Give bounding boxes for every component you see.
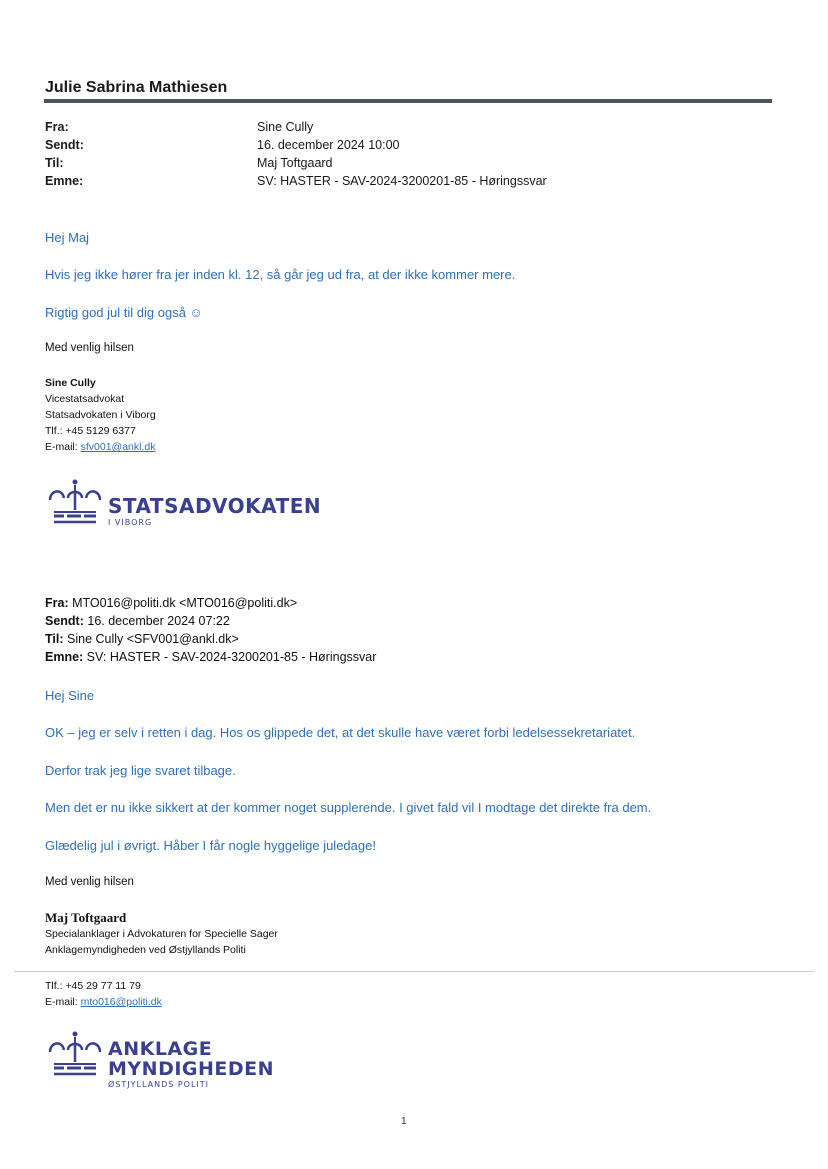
orig-from-value: MTO016@politi.dk <MTO016@politi.dk> bbox=[68, 596, 298, 610]
signature-phone: Tlf.: +45 5129 6377 bbox=[45, 425, 136, 437]
orig-to-label: Til: bbox=[45, 632, 64, 646]
signature-org: Statsadvokaten i Viborg bbox=[45, 409, 156, 421]
reply-signature bbox=[45, 375, 156, 455]
subject-label: Emne: bbox=[45, 174, 84, 188]
anklage-logo-sub: ØSTJYLLANDS POLITI bbox=[108, 1080, 210, 1089]
reply-line-2: Rigtig god jul til dig også ☺ bbox=[45, 305, 203, 320]
orig-subject-label: Emne: bbox=[45, 650, 84, 664]
orig-greeting: Hej Sine bbox=[45, 688, 95, 703]
orig-line-1: OK – jeg er selv i retten i dag. Hos os glippede det, at det skulle have været forbi ledelsessekretariatet. bbox=[45, 725, 636, 740]
orig-from-label: Fra: bbox=[45, 596, 69, 610]
signature-name: Sine Cully bbox=[45, 377, 96, 389]
subject-value: SV: HASTER - SAV-2024-3200201-85 - Høringssvar bbox=[257, 174, 547, 188]
orig-line-2: Derfor trak jeg lige svaret tilbage. bbox=[45, 763, 236, 778]
reply-greeting: Hej Maj bbox=[45, 230, 90, 245]
orig-signature-name: Maj Toftgaard bbox=[45, 910, 127, 925]
orig-signature-email-link[interactable]: mto016@politi.dk bbox=[80, 996, 162, 1008]
orig-line-4: Glædelig jul i øvrigt. Håber I får nogle hyggelige juledage! bbox=[45, 838, 376, 853]
orig-signature bbox=[45, 910, 278, 958]
page-scan-separator bbox=[14, 971, 814, 972]
orig-to-row bbox=[45, 632, 239, 646]
signature-email-link[interactable]: sfv001@ankl.dk bbox=[80, 441, 156, 453]
orig-contact bbox=[45, 978, 162, 1010]
email-label: E-mail: bbox=[45, 441, 81, 453]
orig-to-value: Sine Cully <SFV001@ankl.dk> bbox=[63, 632, 239, 646]
from-label: Fra: bbox=[45, 120, 69, 134]
anklage-logo-line-1: ANKLAGE bbox=[108, 1038, 213, 1060]
orig-email-row bbox=[45, 994, 162, 1010]
orig-email-label: E-mail: bbox=[45, 996, 81, 1008]
sent-value: 16. december 2024 10:00 bbox=[257, 138, 400, 152]
orig-closing: Med venlig hilsen bbox=[45, 876, 134, 888]
anklage-logo-line-2: MYNDIGHEDEN bbox=[108, 1058, 275, 1080]
orig-sent-row bbox=[45, 614, 230, 628]
orig-subject-value: SV: HASTER - SAV-2024-3200201-85 - Høringssvar bbox=[83, 650, 377, 664]
reply-line-1: Hvis jeg ikke hører fra jer inden kl. 12, så går jeg ud fra, at der ikke kommer mere. bbox=[45, 267, 516, 282]
orig-signature-phone: Tlf.: +45 29 77 11 79 bbox=[45, 980, 141, 992]
to-label: Til: bbox=[45, 156, 64, 170]
crown-logo-icon bbox=[44, 476, 106, 528]
statsadvokaten-logo-text: STATSADVOKATEN bbox=[108, 494, 322, 518]
orig-line-3: Men det er nu ikke sikkert at der kommer noget supplerende. I givet fald vil I modtage det direkte fra dem. bbox=[45, 800, 652, 815]
from-value: Sine Cully bbox=[257, 120, 314, 134]
signature-email-row bbox=[45, 439, 156, 455]
signature-title: Vicestatsadvokat bbox=[45, 393, 125, 405]
orig-signature-org: Anklagemyndigheden ved Østjyllands Politi bbox=[45, 944, 246, 956]
statsadvokaten-logo-sub: I VIBORG bbox=[108, 518, 153, 527]
orig-from-row bbox=[45, 596, 297, 610]
anklage-crown-logo-icon bbox=[44, 1028, 106, 1080]
orig-subject-row bbox=[45, 650, 376, 664]
reply-closing: Med venlig hilsen bbox=[45, 342, 134, 354]
sent-label: Sendt: bbox=[45, 138, 84, 152]
orig-signature-title: Specialanklager i Advokaturen for Specielle Sager bbox=[45, 928, 278, 940]
header-divider bbox=[44, 99, 772, 103]
orig-sent-label: Sendt: bbox=[45, 614, 84, 628]
to-value: Maj Toftgaard bbox=[257, 156, 333, 170]
page-number: 1 bbox=[401, 1116, 407, 1127]
mailbox-owner-name: Julie Sabrina Mathiesen bbox=[45, 79, 228, 96]
orig-sent-value: 16. december 2024 07:22 bbox=[83, 614, 230, 628]
